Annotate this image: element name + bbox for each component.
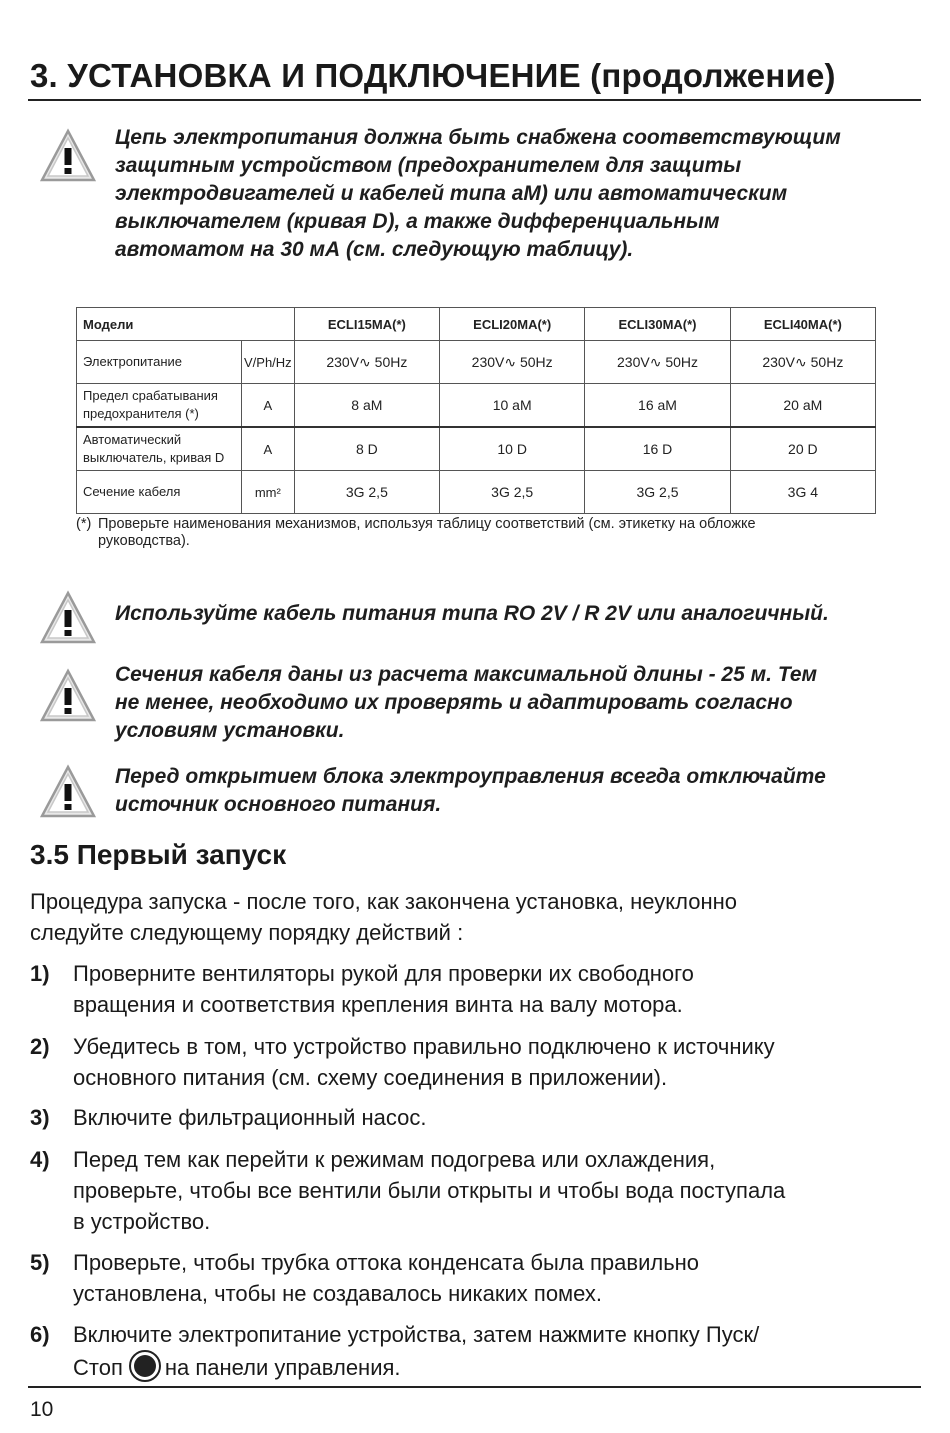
warning-triangle-icon bbox=[40, 764, 96, 820]
step-text-line: на панели управления. bbox=[164, 1355, 401, 1380]
table-header-cell: ECLI20MA(*) bbox=[440, 308, 585, 341]
table-cell: 20 D bbox=[730, 427, 875, 471]
table-cell: 10 aM bbox=[440, 384, 585, 428]
warning-text-line: Цепь электропитания должна быть снабжена соответствующим bbox=[115, 126, 841, 149]
intro-line: следуйте следующему порядку действий : bbox=[30, 920, 464, 945]
footer-divider bbox=[28, 1386, 921, 1388]
table-row-label: Электропитание bbox=[77, 341, 242, 384]
warning-text-line: защитным устройством (предохранителем для защиты bbox=[115, 154, 742, 177]
step-text-line: Проверните вентиляторы рукой для проверки их свободного bbox=[73, 961, 694, 986]
table-cell: 230V∿ 50Hz bbox=[440, 341, 585, 384]
warning-text-line: автоматом на 30 мА (см. следующую таблицу). bbox=[115, 238, 634, 261]
step-text-line: Проверьте, чтобы трубка оттока конденсата была правильно bbox=[73, 1250, 700, 1275]
step-number: 3) bbox=[30, 1105, 50, 1130]
warning-text-line: Используйте кабель питания типа RO 2V / R 2V или аналогичный. bbox=[115, 602, 829, 625]
table-cell: 16 aM bbox=[585, 384, 730, 428]
table-footnote bbox=[76, 516, 896, 550]
step-number: 4) bbox=[30, 1147, 50, 1172]
step-text-line: Включите электропитание устройства, затем нажмите кнопку Пуск/ bbox=[73, 1322, 760, 1347]
step-number: 2) bbox=[30, 1034, 50, 1059]
warning-text-line: Перед открытием блока электроуправления всегда отключайте bbox=[115, 765, 826, 788]
step-number: 6) bbox=[30, 1322, 50, 1347]
step-text-line: Включите фильтрационный насос. bbox=[73, 1105, 427, 1130]
table-cell: 8 D bbox=[294, 427, 439, 471]
start-stop-button-icon bbox=[129, 1350, 161, 1382]
table-row bbox=[77, 427, 876, 471]
table-row-unit: V/Ph/Hz bbox=[242, 341, 295, 384]
table-row bbox=[77, 471, 876, 514]
table-header-cell: ECLI30MA(*) bbox=[585, 308, 730, 341]
step-number: 5) bbox=[30, 1250, 50, 1275]
step-text-line: Стоп bbox=[73, 1355, 123, 1380]
footnote-text: руководства). bbox=[98, 533, 190, 549]
step-text-line: проверьте, чтобы все вентили были открыты и чтобы вода поступала bbox=[73, 1178, 786, 1203]
table-cell: 3G 2,5 bbox=[585, 471, 730, 514]
table-header-cell: ECLI40MA(*) bbox=[730, 308, 875, 341]
table-cell: 3G 2,5 bbox=[440, 471, 585, 514]
warning-triangle-icon bbox=[40, 668, 96, 724]
table-header-cell: Модели bbox=[77, 308, 295, 341]
title-divider bbox=[28, 99, 921, 101]
table-row bbox=[77, 341, 876, 384]
step-number: 1) bbox=[30, 961, 50, 986]
table-row-label: Сечение кабеля bbox=[77, 471, 242, 514]
table-row-label: Автоматический выключатель, кривая D bbox=[77, 427, 242, 471]
table-cell: 230V∿ 50Hz bbox=[294, 341, 439, 384]
warning-text-line: не менее, необходимо их проверять и адаптировать согласно bbox=[115, 691, 793, 714]
table-cell: 8 aM bbox=[294, 384, 439, 428]
table-cell: 20 aM bbox=[730, 384, 875, 428]
table-cell: 230V∿ 50Hz bbox=[585, 341, 730, 384]
table-cell: 3G 4 bbox=[730, 471, 875, 514]
warning-triangle-icon bbox=[40, 590, 96, 646]
warning-text-line: Сечения кабеля даны из расчета максимальной длины - 25 м. Тем bbox=[115, 663, 818, 686]
page-title: 3. УСТАНОВКА И ПОДКЛЮЧЕНИЕ (продолжение) bbox=[30, 57, 836, 94]
step-text-line: в устройство. bbox=[73, 1209, 211, 1234]
step-text-line: Перед тем как перейти к режимам подогрева или охлаждения, bbox=[73, 1147, 716, 1172]
warning-text-line: выключателем (кривая D), а также дифференциальным bbox=[115, 210, 720, 233]
step-text-line: установлена, чтобы не создавалось никаких помех. bbox=[73, 1281, 603, 1306]
warning-text-line: условиям установки. bbox=[115, 719, 345, 742]
table-row-unit: A bbox=[242, 384, 295, 428]
table-cell: 10 D bbox=[440, 427, 585, 471]
table-header-row bbox=[77, 308, 876, 341]
page-number: 10 bbox=[30, 1398, 54, 1421]
footnote-mark: (*) bbox=[76, 516, 92, 532]
table-row-unit: mm² bbox=[242, 471, 295, 514]
footnote-text: Проверьте наименования механизмов, используя таблицу соответствий (см. этикетку на обложке bbox=[98, 516, 756, 532]
table-cell: 230V∿ 50Hz bbox=[730, 341, 875, 384]
step-text-line: основного питания (см. схему соединения в приложении). bbox=[73, 1065, 668, 1090]
warning-text-line: источник основного питания. bbox=[115, 793, 442, 816]
section-intro bbox=[30, 886, 910, 948]
warning-text-line: электродвигателей и кабелей типа аМ) или автоматическим bbox=[115, 182, 788, 205]
table-row-unit: A bbox=[242, 427, 295, 471]
table-header-cell: ECLI15MA(*) bbox=[294, 308, 439, 341]
section-title: 3.5 Первый запуск bbox=[30, 839, 287, 870]
step-text-line: Убедитесь в том, что устройство правильно подключено к источнику bbox=[73, 1034, 775, 1059]
warning-triangle-icon bbox=[40, 128, 96, 184]
step-text-line: вращения и соответствия крепления винта на валу мотора. bbox=[73, 992, 683, 1017]
intro-line: Процедура запуска - после того, как закончена установка, неуклонно bbox=[30, 889, 738, 914]
table-cell: 16 D bbox=[585, 427, 730, 471]
table-cell: 3G 2,5 bbox=[294, 471, 439, 514]
table-row bbox=[77, 384, 876, 428]
specifications-table bbox=[76, 307, 876, 514]
table-row-label: Предел срабатывания предохранителя (*) bbox=[77, 384, 242, 428]
